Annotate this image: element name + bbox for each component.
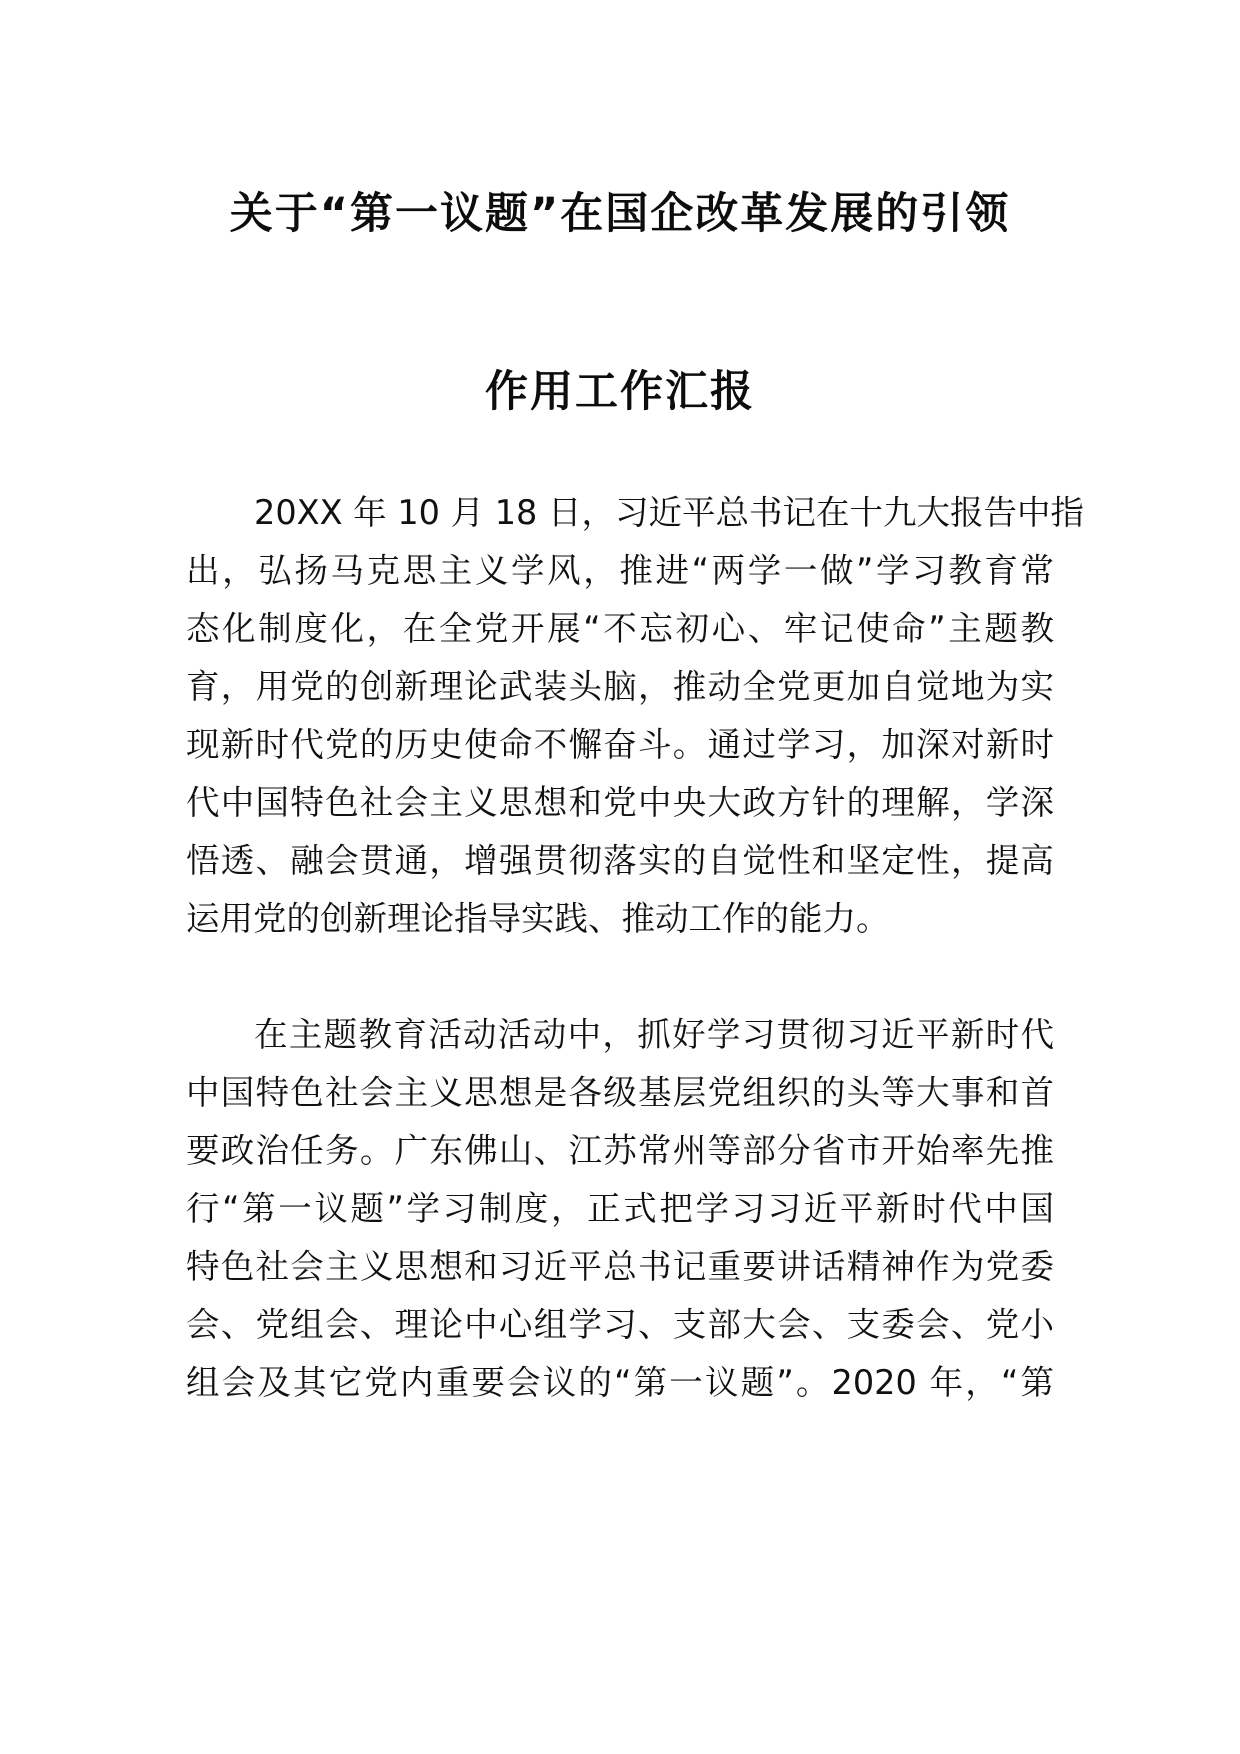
paragraph-1-line: 出，弘扬马克思主义学风，推进“两学一做”学习教育常 xyxy=(186,551,1054,590)
paragraph-1-line: 运用党的创新理论指导实践、推动工作的能力。 xyxy=(186,899,890,938)
paragraph-1-line: 代中国特色社会主义思想和党中央大政方针的理解，学深 xyxy=(186,783,1054,822)
paragraph-2-line: 在主题教育活动活动中，抓好学习贯彻习近平新时代 xyxy=(254,1015,1054,1054)
paragraph-1-line: 现新时代党的历史使命不懈奋斗。通过学习，加深对新时 xyxy=(186,725,1054,764)
paragraph-2-line: 特色社会主义思想和习近平总书记重要讲话精神作为党委 xyxy=(186,1247,1054,1286)
paragraph-2-line: 中国特色社会主义思想是各级基层党组织的头等大事和首 xyxy=(186,1073,1054,1112)
paragraph-1-line: 育，用党的创新理论武装头脑，推动全党更加自觉地为实 xyxy=(186,667,1054,706)
document-title-line-1: 关于“第一议题”在国企改革发展的引领 xyxy=(229,189,1011,239)
paragraph-1-line: 20XX 年 10 月 18 日，习近平总书记在十九大报告中指 xyxy=(254,493,1085,532)
paragraph-1-line: 态化制度化，在全党开展“不忘初心、牢记使命”主题教 xyxy=(186,609,1054,648)
paragraph-2-line: 组会及其它党内重要会议的“第一议题”。2020 年，“第 xyxy=(186,1363,1054,1402)
paragraph-2-line: 要政治任务。广东佛山、江苏常州等部分省市开始率先推 xyxy=(186,1131,1054,1170)
paragraph-2-line: 会、党组会、理论中心组学习、支部大会、支委会、党小 xyxy=(186,1305,1054,1344)
document-title-line-2: 作用工作汇报 xyxy=(485,367,755,417)
paragraph-2-line: 行“第一议题”学习制度，正式把学习习近平新时代中国 xyxy=(186,1189,1054,1228)
paragraph-1-line: 悟透、融会贯通，增强贯彻落实的自觉性和坚定性，提高 xyxy=(186,841,1054,880)
